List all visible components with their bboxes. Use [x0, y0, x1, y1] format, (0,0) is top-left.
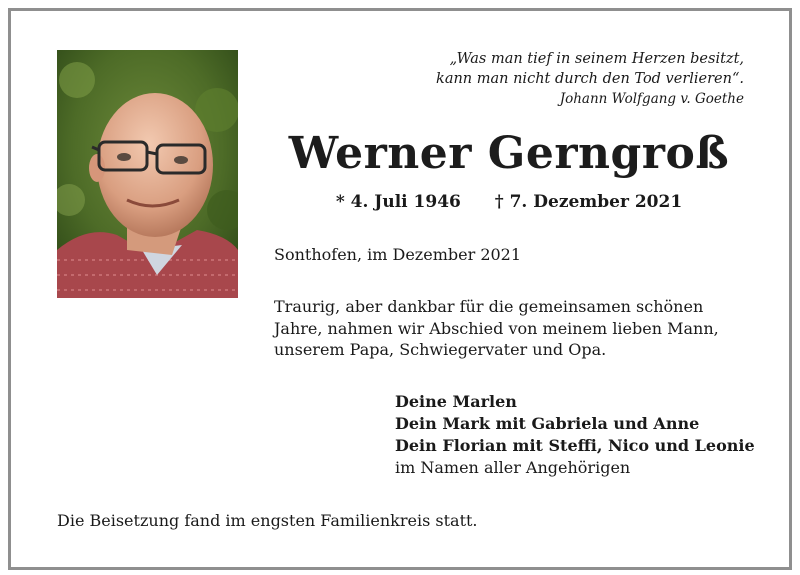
text-line-3: unserem Papa, Schwiegervater und Opa. — [274, 340, 607, 359]
text-line-1: Traurig, aber dankbar für die gemeinsamen schönen — [274, 297, 704, 316]
quote-line-2: kann man nicht durch den Tod verlieren“. — [436, 71, 744, 87]
text-line-2: Jahre, nahmen wir Abschied von meinem lieben Mann, — [274, 318, 719, 338]
signature-line: Deine Marlen — [395, 392, 517, 411]
portrait-photo — [57, 50, 238, 298]
quote-line-1: „Was man tief in seinem Herzen besitzt, — [449, 51, 744, 67]
place-date: Sonthofen, im Dezember 2021 — [274, 245, 522, 264]
life-dates — [274, 192, 744, 212]
signature-line: Dein Florian mit Steffi, Nico und Leonie — [395, 436, 755, 455]
quote-block — [436, 49, 744, 109]
deceased-name: Werner Gerngroß — [288, 128, 730, 179]
quote-author: Johann Wolfgang v. Goethe — [559, 91, 744, 107]
burial-note: Die Beisetzung fand im engsten Familienkreis statt. — [57, 511, 478, 530]
birth-date: * 4. Juli 1946 — [335, 192, 461, 212]
obituary-text — [274, 296, 764, 361]
signatures — [395, 391, 755, 479]
signature-footer: im Namen aller Angehörigen — [395, 458, 631, 477]
signature-line: Dein Mark mit Gabriela und Anne — [395, 414, 700, 433]
death-date: † 7. Dezember 2021 — [494, 192, 683, 212]
